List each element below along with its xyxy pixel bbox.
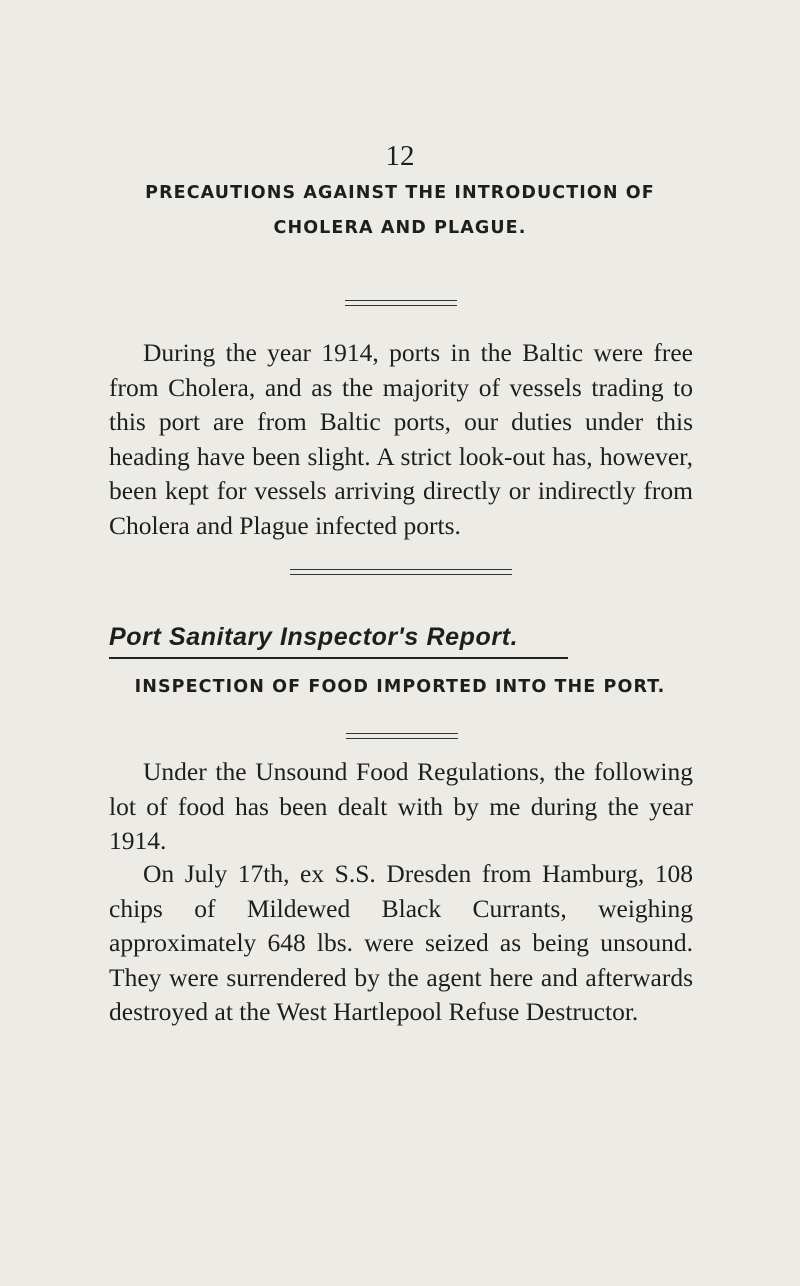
paragraph-unsound-food: Under the Unsound Food Regulations, the following lot of food has been dealt with by me during the year 1914. bbox=[109, 757, 693, 856]
section-heading-line-2: CHOLERA AND PLAGUE. bbox=[273, 218, 527, 238]
report-title-underline bbox=[109, 657, 568, 659]
divider-rule bbox=[345, 300, 457, 301]
page-number: 12 bbox=[385, 140, 415, 172]
divider-rule bbox=[290, 569, 512, 570]
food-inspection-heading: INSPECTION OF FOOD IMPORTED INTO THE PORT. bbox=[134, 677, 666, 697]
divider-rule bbox=[346, 738, 458, 739]
paragraph-seizure: On July 17th, ex S.S. Dresden from Hamburg, 108 chips of Mildewed Black Currants, weighing approximately 648 lbs. were seized as being unsound. They were surrendered by the agent here and afterwards destroyed at the West Hartlepool Refuse Destructor. bbox=[109, 859, 693, 1027]
paragraph-cholera-plague: During the year 1914, ports in the Baltic were free from Cholera, and as the majority of vessels trading to this port are from Baltic ports, our duties under this heading have been slight. A strict look-out has, however, been kept for vessels arriving directly or indirectly from Cholera and Plague infected ports. bbox=[109, 338, 693, 540]
divider-rule bbox=[290, 574, 512, 575]
divider-rule bbox=[345, 305, 457, 306]
divider-rule bbox=[346, 733, 458, 734]
section-heading-line-1: PRECAUTIONS AGAINST THE INTRODUCTION OF bbox=[145, 183, 655, 203]
report-title: Port Sanitary Inspector's Report. bbox=[109, 623, 519, 651]
